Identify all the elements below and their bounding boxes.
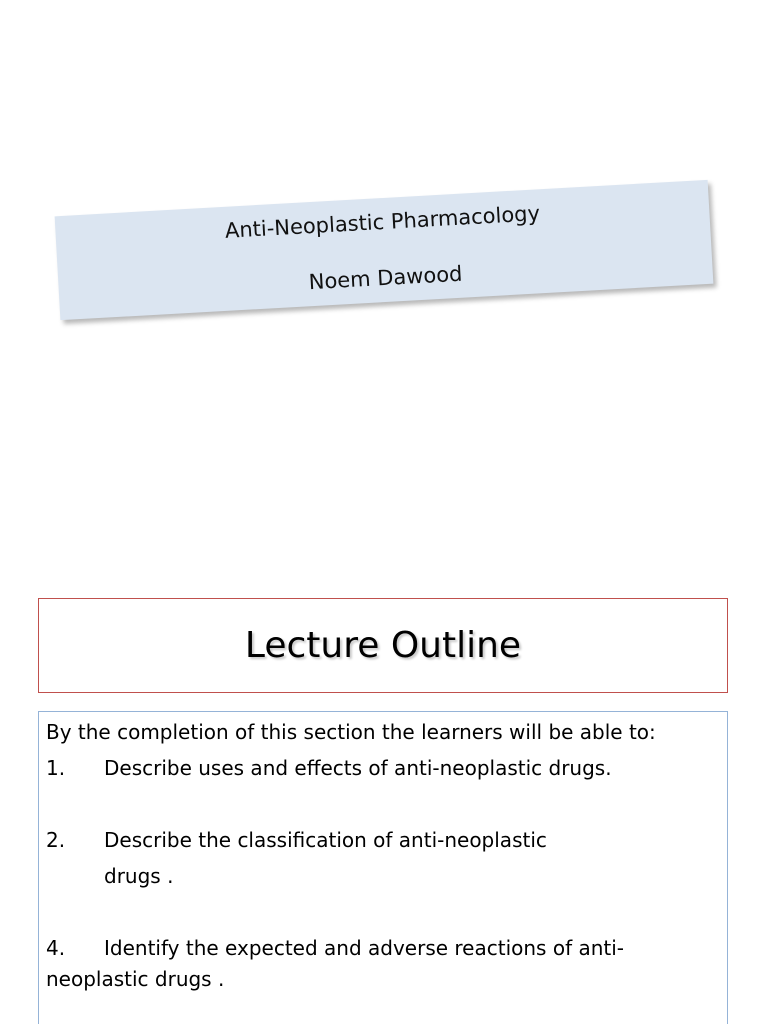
objectives-box bbox=[38, 711, 728, 1024]
outline-heading: Lecture Outline bbox=[244, 625, 522, 666]
objective-text-continued: drugs . bbox=[104, 864, 174, 888]
objectives-intro: By the completion of this section the learners will be able to: bbox=[46, 720, 656, 744]
document-title: Anti-Neoplastic Pharmacology bbox=[224, 201, 541, 243]
objective-text-continued: neoplastic drugs . bbox=[46, 967, 225, 991]
objective-text: Identify the expected and adverse reactions of anti- bbox=[104, 936, 625, 960]
objective-text: Describe the classification of anti-neoplastic bbox=[104, 828, 547, 852]
title-banner bbox=[55, 180, 714, 320]
objective-text: Describe uses and effects of anti-neoplastic drugs. bbox=[104, 756, 612, 780]
outline-heading-box bbox=[38, 598, 728, 693]
objective-number: 1. bbox=[46, 756, 66, 780]
author-name: Noem Dawood bbox=[308, 261, 464, 295]
objective-number: 2. bbox=[46, 828, 66, 852]
objective-number: 4. bbox=[46, 936, 66, 960]
